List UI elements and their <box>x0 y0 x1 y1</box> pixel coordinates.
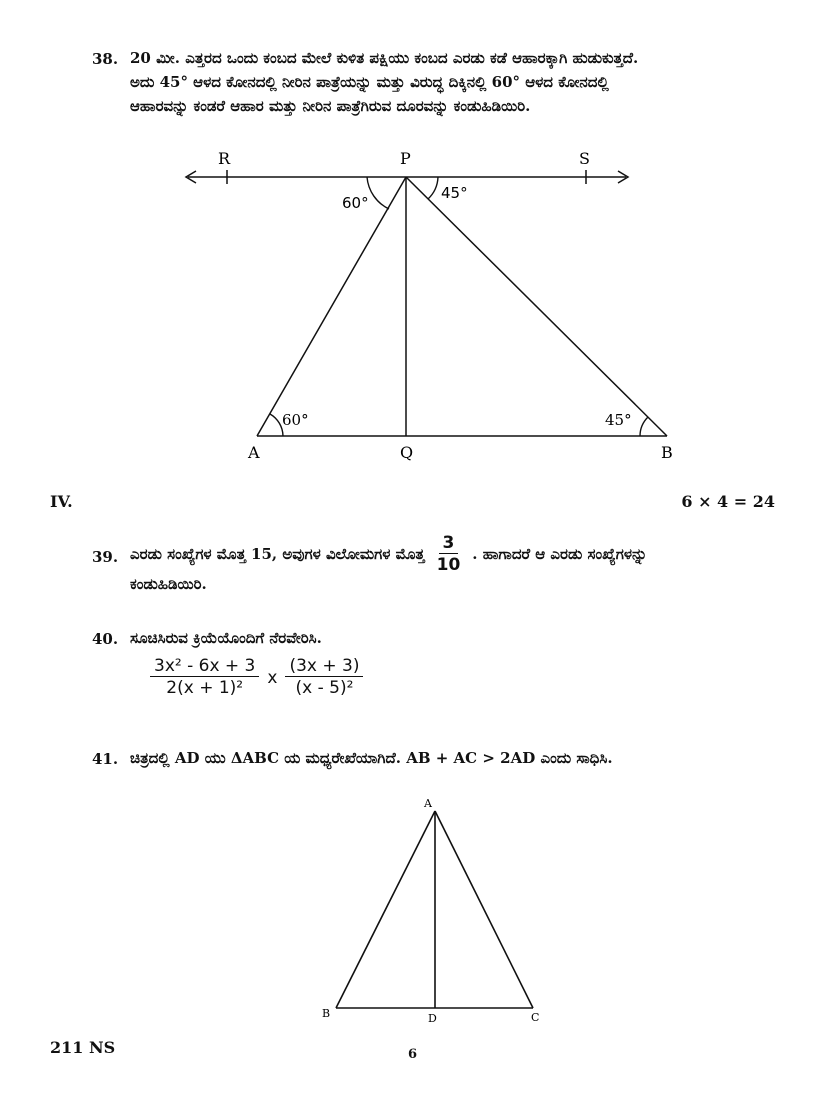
arc-p-left <box>367 177 389 209</box>
q39-text <box>130 530 790 596</box>
q40-expression <box>150 656 363 699</box>
q38-line2: ಅದು 45° ಆಳದ ಕೋನದಲ್ಲಿ ನೀರಿನ ಪಾತ್ರೆಯನ್ನು ಮತ್ತು ವಿರುದ್ಧ ದಿಕ್ಕಿನಲ್ಲಿ 60° ಆಳದ ಕೋನದಲ್ಲಿ <box>130 73 609 91</box>
q41-figure <box>300 790 560 1030</box>
angle-b: 45° <box>605 411 632 429</box>
q40-operator: x <box>267 667 278 688</box>
q40-frac2-den: (x - 5)² <box>295 678 354 698</box>
q40-text: ಸೂಚಿಸಿರುವ ಕ್ರಿಯೆಯೊಂದಿಗೆ ನೆರವೇರಿಸಿ. <box>130 629 322 647</box>
label-b: B <box>661 443 673 462</box>
q39-fraction-num: 3 <box>439 533 459 554</box>
q40-frac1-num: 3x² - 6x + 3 <box>150 656 259 677</box>
q39-text-after: . ಹಾಗಾದರೆ ಆ ಎರಡು ಸಂಖ್ಯೆಗಳನ್ನು <box>472 545 648 563</box>
q41-number: 41. <box>92 750 119 768</box>
q40-frac2-num: (3x + 3) <box>285 656 363 677</box>
label-d-41: D <box>428 1012 437 1025</box>
q40-fraction-1 <box>150 656 259 699</box>
q38-text <box>130 46 790 118</box>
page-number: 6 <box>408 1047 418 1062</box>
label-p: P <box>400 149 411 168</box>
label-c-41: C <box>531 1011 540 1024</box>
q39-fraction <box>433 533 465 576</box>
label-r: R <box>218 149 231 168</box>
q40-frac1-den: 2(x + 1)² <box>166 678 244 698</box>
arc-p-right <box>428 177 438 199</box>
line-pa <box>257 177 406 436</box>
angle-a: 60° <box>282 411 309 429</box>
angle-p-right: 45° <box>441 184 468 202</box>
q38-line1: 20 ಮೀ. ಎತ್ತರದ ಒಂದು ಕಂಬದ ಮೇಲೆ ಕುಳಿತ ಪಕ್ಷಿಯು ಕಂಬದ ಎರಡು ಕಡೆ ಆಹಾರಕ್ಕಾಗಿ ಹುಡುಕುತ್ತದೆ. <box>130 49 639 67</box>
angle-p-left: 60° <box>342 194 369 212</box>
label-s: S <box>579 149 590 168</box>
label-q: Q <box>400 443 414 462</box>
line-ac-41 <box>435 811 533 1008</box>
q38-line3: ಆಹಾರವನ್ನು ಕಂಡರೆ ಆಹಾರ ಮತ್ತು ನೀರಿನ ಪಾತ್ರೆಗಿರುವ ದೂರವನ್ನು ಕಂಡುಹಿಡಿಯಿರಿ. <box>130 97 531 115</box>
label-b-41: B <box>322 1007 331 1020</box>
q41-text: ಚಿತ್ರದಲ್ಲಿ AD ಯು ΔABC ಯ ಮಧ್ಯರೇಖೆಯಾಗಿದೆ. AB + AC > 2AD ಎಂದು ಸಾಧಿಸಿ. <box>130 749 613 767</box>
line-ab-41 <box>336 811 435 1008</box>
arc-b <box>640 417 648 436</box>
q40-fraction-2 <box>285 656 363 699</box>
q40-number: 40. <box>92 630 119 648</box>
q38-number: 38. <box>92 50 119 68</box>
section-title: IV. <box>50 492 73 511</box>
q39-fraction-den: 10 <box>436 554 461 575</box>
section-marks: 6 × 4 = 24 <box>681 492 775 511</box>
q39-number: 39. <box>92 548 119 566</box>
q39-text-before: ಎರಡು ಸಂಖ್ಯೆಗಳ ಮೊತ್ತ 15, ಅವುಗಳ ವಿಲೋಮಗಳ ಮೊತ್ತ <box>130 545 425 563</box>
q38-figure <box>0 140 827 470</box>
label-a: A <box>248 443 260 462</box>
paper-code: 211 NS <box>50 1038 116 1057</box>
line-pb <box>406 177 667 436</box>
label-a-41: A <box>424 797 432 810</box>
q39-line2: ಕಂಡುಹಿಡಿಯಿರಿ. <box>130 575 207 593</box>
